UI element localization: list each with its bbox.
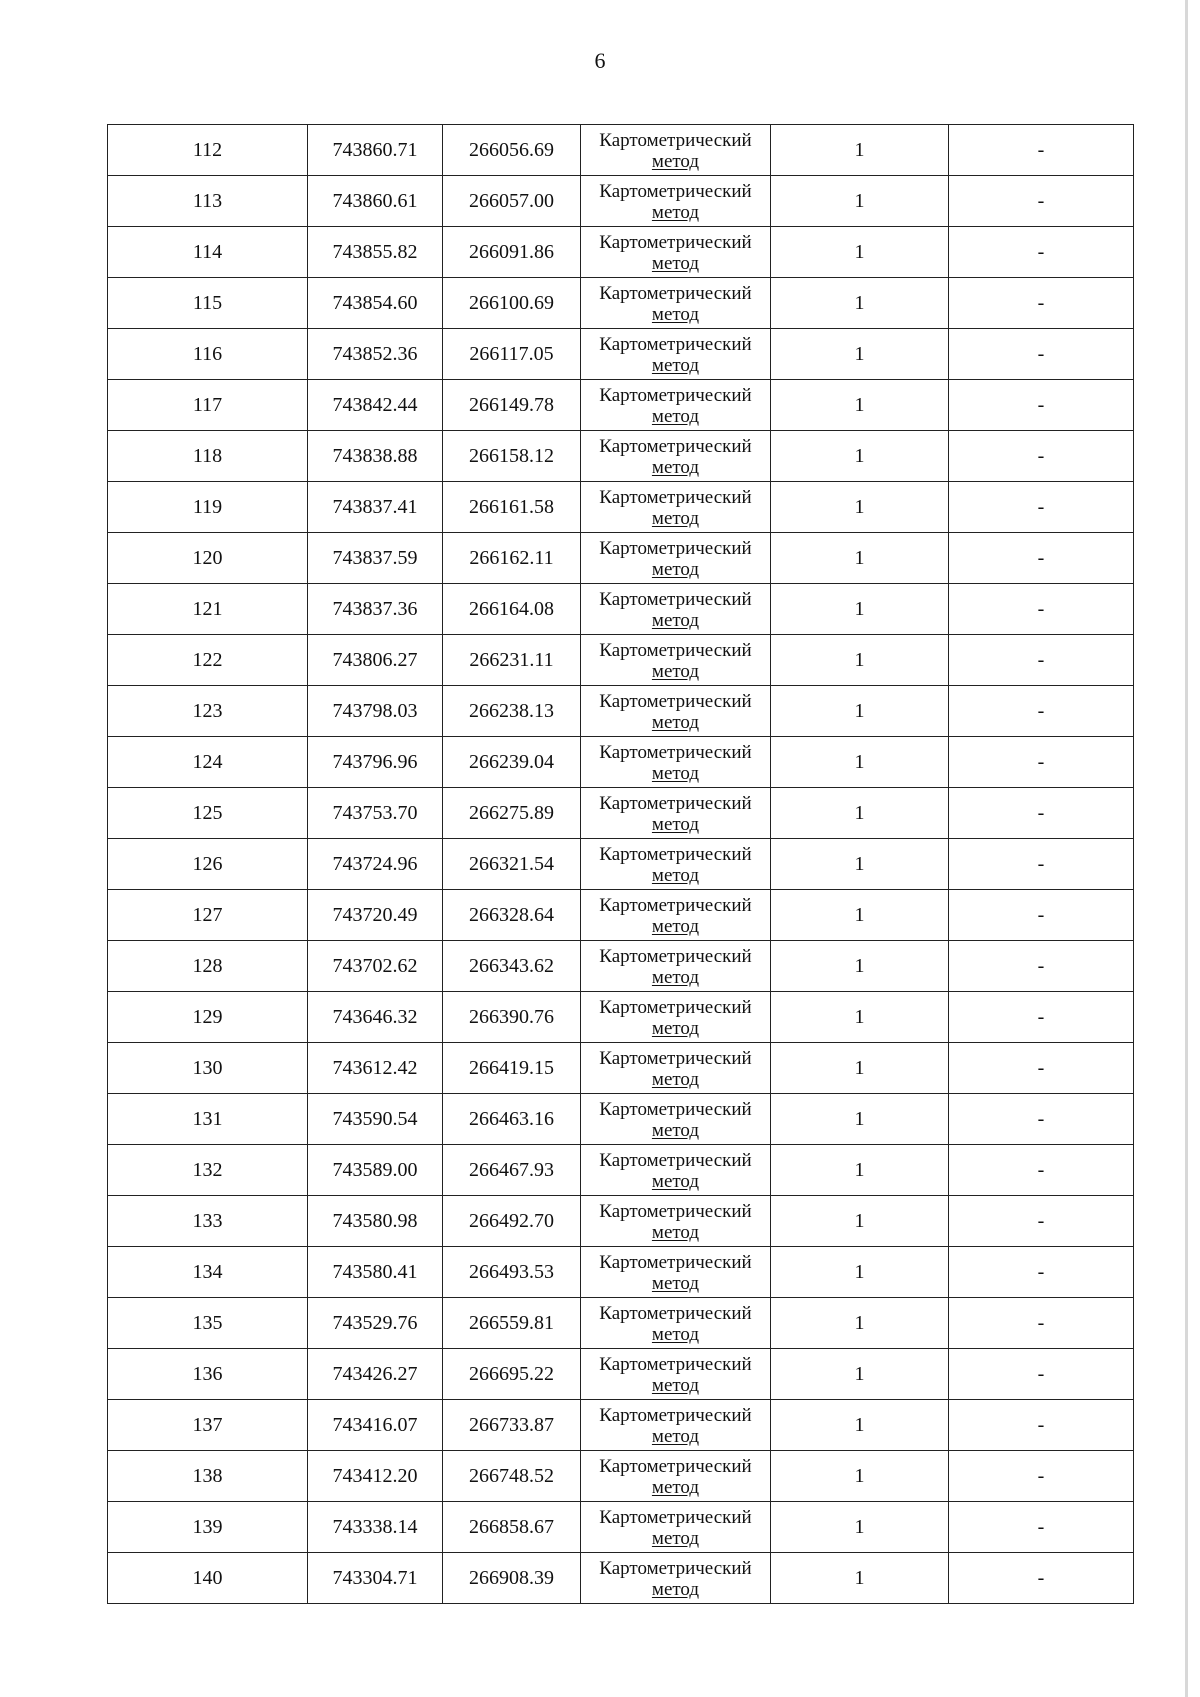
note-cell: - — [949, 1247, 1134, 1298]
point-number-cell: 113 — [108, 176, 308, 227]
method-cell — [581, 839, 771, 890]
y-coordinate-cell: 266328.64 — [443, 890, 581, 941]
method-label-line2: метод — [651, 304, 700, 325]
accuracy-cell: 1 — [771, 278, 949, 329]
x-coordinate-cell: 743842.44 — [308, 380, 443, 431]
method-cell — [581, 890, 771, 941]
method-cell — [581, 431, 771, 482]
x-coordinate-cell: 743837.41 — [308, 482, 443, 533]
y-coordinate-cell: 266164.08 — [443, 584, 581, 635]
method-cell — [581, 1349, 771, 1400]
accuracy-cell: 1 — [771, 1145, 949, 1196]
point-number-cell: 133 — [108, 1196, 308, 1247]
method-label-line1: Картометрический — [599, 945, 752, 967]
table-row — [108, 482, 1134, 533]
method-label-line2: метод — [651, 865, 700, 886]
y-coordinate-cell: 266343.62 — [443, 941, 581, 992]
table-row — [108, 380, 1134, 431]
y-coordinate-cell: 266858.67 — [443, 1502, 581, 1553]
method-cell — [581, 1247, 771, 1298]
accuracy-cell: 1 — [771, 788, 949, 839]
x-coordinate-cell: 743720.49 — [308, 890, 443, 941]
table-row — [108, 788, 1134, 839]
point-number-cell: 135 — [108, 1298, 308, 1349]
y-coordinate-cell: 266695.22 — [443, 1349, 581, 1400]
note-cell: - — [949, 125, 1134, 176]
accuracy-cell: 1 — [771, 1400, 949, 1451]
x-coordinate-cell: 743852.36 — [308, 329, 443, 380]
y-coordinate-cell: 266239.04 — [443, 737, 581, 788]
note-cell: - — [949, 788, 1134, 839]
accuracy-cell: 1 — [771, 431, 949, 482]
table-row — [108, 584, 1134, 635]
point-number-cell: 122 — [108, 635, 308, 686]
y-coordinate-cell: 266419.15 — [443, 1043, 581, 1094]
method-cell — [581, 635, 771, 686]
method-label-line2: метод — [651, 406, 700, 427]
y-coordinate-cell: 266238.13 — [443, 686, 581, 737]
method-label-line2: метод — [651, 202, 700, 223]
table-row — [108, 1502, 1134, 1553]
table-row — [108, 329, 1134, 380]
y-coordinate-cell: 266390.76 — [443, 992, 581, 1043]
method-label-line2: метод — [651, 253, 700, 274]
x-coordinate-cell: 743798.03 — [308, 686, 443, 737]
table-row — [108, 1400, 1134, 1451]
x-coordinate-cell: 743529.76 — [308, 1298, 443, 1349]
method-label-line2: метод — [651, 967, 700, 988]
table-row — [108, 1553, 1134, 1604]
y-coordinate-cell: 266161.58 — [443, 482, 581, 533]
accuracy-cell: 1 — [771, 1553, 949, 1604]
method-label-line1: Картометрический — [599, 129, 752, 151]
method-label-line1: Картометрический — [599, 1200, 752, 1222]
table-row — [108, 431, 1134, 482]
method-label-line1: Картометрический — [599, 894, 752, 916]
method-cell — [581, 482, 771, 533]
x-coordinate-cell: 743580.98 — [308, 1196, 443, 1247]
table-row — [108, 1451, 1134, 1502]
method-label-line2: метод — [651, 1426, 700, 1447]
y-coordinate-cell: 266748.52 — [443, 1451, 581, 1502]
method-cell — [581, 227, 771, 278]
note-cell: - — [949, 839, 1134, 890]
method-label-line1: Картометрический — [599, 1302, 752, 1324]
y-coordinate-cell: 266559.81 — [443, 1298, 581, 1349]
note-cell: - — [949, 1043, 1134, 1094]
table-row — [108, 890, 1134, 941]
method-label-line1: Картометрический — [599, 1404, 752, 1426]
y-coordinate-cell: 266321.54 — [443, 839, 581, 890]
method-label-line1: Картометрический — [599, 741, 752, 763]
point-number-cell: 119 — [108, 482, 308, 533]
accuracy-cell: 1 — [771, 941, 949, 992]
x-coordinate-cell: 743860.71 — [308, 125, 443, 176]
accuracy-cell: 1 — [771, 482, 949, 533]
table-row — [108, 635, 1134, 686]
method-label-line1: Картометрический — [599, 1353, 752, 1375]
point-number-cell: 140 — [108, 1553, 308, 1604]
table-row — [108, 1298, 1134, 1349]
point-number-cell: 125 — [108, 788, 308, 839]
accuracy-cell: 1 — [771, 1349, 949, 1400]
method-label-line2: метод — [651, 610, 700, 631]
x-coordinate-cell: 743837.59 — [308, 533, 443, 584]
table-row — [108, 1349, 1134, 1400]
method-label-line1: Картометрический — [599, 1098, 752, 1120]
x-coordinate-cell: 743612.42 — [308, 1043, 443, 1094]
note-cell: - — [949, 329, 1134, 380]
point-number-cell: 131 — [108, 1094, 308, 1145]
point-number-cell: 130 — [108, 1043, 308, 1094]
method-label-line2: метод — [651, 1222, 700, 1243]
method-cell — [581, 1094, 771, 1145]
y-coordinate-cell: 266117.05 — [443, 329, 581, 380]
method-label-line2: метод — [651, 916, 700, 937]
accuracy-cell: 1 — [771, 1502, 949, 1553]
accuracy-cell: 1 — [771, 584, 949, 635]
note-cell: - — [949, 890, 1134, 941]
note-cell: - — [949, 1196, 1134, 1247]
y-coordinate-cell: 266158.12 — [443, 431, 581, 482]
method-cell — [581, 1400, 771, 1451]
x-coordinate-cell: 743304.71 — [308, 1553, 443, 1604]
x-coordinate-cell: 743838.88 — [308, 431, 443, 482]
y-coordinate-cell: 266275.89 — [443, 788, 581, 839]
note-cell: - — [949, 380, 1134, 431]
page-number: 6 — [594, 48, 606, 73]
x-coordinate-cell: 743412.20 — [308, 1451, 443, 1502]
note-cell: - — [949, 1502, 1134, 1553]
method-label-line1: Картометрический — [599, 1506, 752, 1528]
note-cell: - — [949, 1298, 1134, 1349]
note-cell: - — [949, 584, 1134, 635]
accuracy-cell: 1 — [771, 176, 949, 227]
x-coordinate-cell: 743837.36 — [308, 584, 443, 635]
y-coordinate-cell: 266056.69 — [443, 125, 581, 176]
method-cell — [581, 125, 771, 176]
method-label-line1: Картометрический — [599, 1149, 752, 1171]
method-label-line2: метод — [651, 1528, 700, 1549]
method-label-line1: Картометрический — [599, 231, 752, 253]
method-label-line2: метод — [651, 712, 700, 733]
method-label-line1: Картометрический — [599, 792, 752, 814]
method-label-line1: Картометрический — [599, 1455, 752, 1477]
method-cell — [581, 941, 771, 992]
method-label-line1: Картометрический — [599, 588, 752, 610]
point-number-cell: 128 — [108, 941, 308, 992]
note-cell: - — [949, 686, 1134, 737]
method-label-line1: Картометрический — [599, 180, 752, 202]
y-coordinate-cell: 266492.70 — [443, 1196, 581, 1247]
x-coordinate-cell: 743590.54 — [308, 1094, 443, 1145]
x-coordinate-cell: 743806.27 — [308, 635, 443, 686]
table-row — [108, 1247, 1134, 1298]
y-coordinate-cell: 266908.39 — [443, 1553, 581, 1604]
method-label-line2: метод — [651, 1018, 700, 1039]
method-cell — [581, 1043, 771, 1094]
point-number-cell: 116 — [108, 329, 308, 380]
method-label-line1: Картометрический — [599, 1251, 752, 1273]
point-number-cell: 114 — [108, 227, 308, 278]
note-cell: - — [949, 992, 1134, 1043]
y-coordinate-cell: 266463.16 — [443, 1094, 581, 1145]
y-coordinate-cell: 266162.11 — [443, 533, 581, 584]
note-cell: - — [949, 482, 1134, 533]
x-coordinate-cell: 743854.60 — [308, 278, 443, 329]
accuracy-cell: 1 — [771, 737, 949, 788]
method-cell — [581, 584, 771, 635]
point-number-cell: 117 — [108, 380, 308, 431]
table-row — [108, 839, 1134, 890]
table-row — [108, 941, 1134, 992]
note-cell: - — [949, 227, 1134, 278]
method-cell — [581, 533, 771, 584]
point-number-cell: 139 — [108, 1502, 308, 1553]
note-cell: - — [949, 1451, 1134, 1502]
point-number-cell: 136 — [108, 1349, 308, 1400]
table-row — [108, 992, 1134, 1043]
note-cell: - — [949, 1094, 1134, 1145]
method-cell — [581, 1298, 771, 1349]
point-number-cell: 132 — [108, 1145, 308, 1196]
note-cell: - — [949, 941, 1134, 992]
point-number-cell: 137 — [108, 1400, 308, 1451]
method-label-line1: Картометрический — [599, 843, 752, 865]
table-row — [108, 1145, 1134, 1196]
note-cell: - — [949, 533, 1134, 584]
method-label-line2: метод — [651, 151, 700, 172]
method-label-line2: метод — [651, 763, 700, 784]
method-cell — [581, 788, 771, 839]
table-row — [108, 533, 1134, 584]
accuracy-cell: 1 — [771, 686, 949, 737]
table-row — [108, 278, 1134, 329]
method-label-line1: Картометрический — [599, 384, 752, 406]
point-number-cell: 123 — [108, 686, 308, 737]
method-label-line1: Картометрический — [599, 1047, 752, 1069]
x-coordinate-cell: 743724.96 — [308, 839, 443, 890]
y-coordinate-cell: 266733.87 — [443, 1400, 581, 1451]
point-number-cell: 115 — [108, 278, 308, 329]
method-cell — [581, 1196, 771, 1247]
method-label-line2: метод — [651, 1324, 700, 1345]
method-label-line1: Картометрический — [599, 486, 752, 508]
note-cell: - — [949, 278, 1134, 329]
y-coordinate-cell: 266100.69 — [443, 278, 581, 329]
method-label-line2: метод — [651, 559, 700, 580]
method-label-line2: метод — [651, 1477, 700, 1498]
x-coordinate-cell: 743646.32 — [308, 992, 443, 1043]
note-cell: - — [949, 1349, 1134, 1400]
accuracy-cell: 1 — [771, 125, 949, 176]
y-coordinate-cell: 266467.93 — [443, 1145, 581, 1196]
method-label-line1: Картометрический — [599, 435, 752, 457]
x-coordinate-cell: 743855.82 — [308, 227, 443, 278]
x-coordinate-cell: 743416.07 — [308, 1400, 443, 1451]
note-cell: - — [949, 1400, 1134, 1451]
method-label-line2: метод — [651, 508, 700, 529]
note-cell: - — [949, 737, 1134, 788]
accuracy-cell: 1 — [771, 533, 949, 584]
x-coordinate-cell: 743796.96 — [308, 737, 443, 788]
x-coordinate-cell: 743338.14 — [308, 1502, 443, 1553]
accuracy-cell: 1 — [771, 890, 949, 941]
point-number-cell: 126 — [108, 839, 308, 890]
scan-edge — [1185, 0, 1188, 1697]
accuracy-cell: 1 — [771, 1451, 949, 1502]
coordinates-table-body — [108, 125, 1134, 1604]
x-coordinate-cell: 743580.41 — [308, 1247, 443, 1298]
method-cell — [581, 686, 771, 737]
table-row — [108, 1196, 1134, 1247]
method-label-line1: Картометрический — [599, 690, 752, 712]
point-number-cell: 121 — [108, 584, 308, 635]
note-cell: - — [949, 431, 1134, 482]
accuracy-cell: 1 — [771, 329, 949, 380]
method-label-line2: метод — [651, 457, 700, 478]
method-label-line1: Картометрический — [599, 537, 752, 559]
method-cell — [581, 1145, 771, 1196]
table-row — [108, 1043, 1134, 1094]
method-label-line2: метод — [651, 661, 700, 682]
point-number-cell: 120 — [108, 533, 308, 584]
y-coordinate-cell: 266493.53 — [443, 1247, 581, 1298]
x-coordinate-cell: 743860.61 — [308, 176, 443, 227]
table-row — [108, 125, 1134, 176]
method-cell — [581, 1451, 771, 1502]
method-cell — [581, 380, 771, 431]
method-cell — [581, 278, 771, 329]
point-number-cell: 124 — [108, 737, 308, 788]
point-number-cell: 129 — [108, 992, 308, 1043]
accuracy-cell: 1 — [771, 227, 949, 278]
method-label-line2: метод — [651, 1579, 700, 1600]
note-cell: - — [949, 1145, 1134, 1196]
accuracy-cell: 1 — [771, 992, 949, 1043]
table-row — [108, 686, 1134, 737]
method-cell — [581, 1553, 771, 1604]
point-number-cell: 127 — [108, 890, 308, 941]
accuracy-cell: 1 — [771, 1247, 949, 1298]
point-number-cell: 112 — [108, 125, 308, 176]
note-cell: - — [949, 1553, 1134, 1604]
accuracy-cell: 1 — [771, 1094, 949, 1145]
method-cell — [581, 992, 771, 1043]
method-cell — [581, 176, 771, 227]
table-row — [108, 737, 1134, 788]
method-label-line2: метод — [651, 1069, 700, 1090]
method-cell — [581, 1502, 771, 1553]
table-row — [108, 176, 1134, 227]
accuracy-cell: 1 — [771, 1043, 949, 1094]
x-coordinate-cell: 743753.70 — [308, 788, 443, 839]
point-number-cell: 138 — [108, 1451, 308, 1502]
accuracy-cell: 1 — [771, 1298, 949, 1349]
y-coordinate-cell: 266231.11 — [443, 635, 581, 686]
note-cell: - — [949, 176, 1134, 227]
accuracy-cell: 1 — [771, 1196, 949, 1247]
method-label-line2: метод — [651, 1120, 700, 1141]
method-label-line1: Картометрический — [599, 639, 752, 661]
method-label-line2: метод — [651, 814, 700, 835]
note-cell: - — [949, 635, 1134, 686]
x-coordinate-cell: 743426.27 — [308, 1349, 443, 1400]
y-coordinate-cell: 266149.78 — [443, 380, 581, 431]
method-label-line1: Картометрический — [599, 996, 752, 1018]
accuracy-cell: 1 — [771, 839, 949, 890]
method-label-line1: Картометрический — [599, 1557, 752, 1579]
accuracy-cell: 1 — [771, 380, 949, 431]
method-label-line1: Картометрический — [599, 333, 752, 355]
x-coordinate-cell: 743702.62 — [308, 941, 443, 992]
method-label-line2: метод — [651, 1171, 700, 1192]
coordinates-table — [107, 124, 1134, 1604]
method-label-line2: метод — [651, 355, 700, 376]
point-number-cell: 134 — [108, 1247, 308, 1298]
table-row — [108, 1094, 1134, 1145]
table-row — [108, 227, 1134, 278]
point-number-cell: 118 — [108, 431, 308, 482]
x-coordinate-cell: 743589.00 — [308, 1145, 443, 1196]
method-cell — [581, 737, 771, 788]
method-label-line2: метод — [651, 1273, 700, 1294]
y-coordinate-cell: 266091.86 — [443, 227, 581, 278]
method-cell — [581, 329, 771, 380]
y-coordinate-cell: 266057.00 — [443, 176, 581, 227]
accuracy-cell: 1 — [771, 635, 949, 686]
method-label-line2: метод — [651, 1375, 700, 1396]
method-label-line1: Картометрический — [599, 282, 752, 304]
